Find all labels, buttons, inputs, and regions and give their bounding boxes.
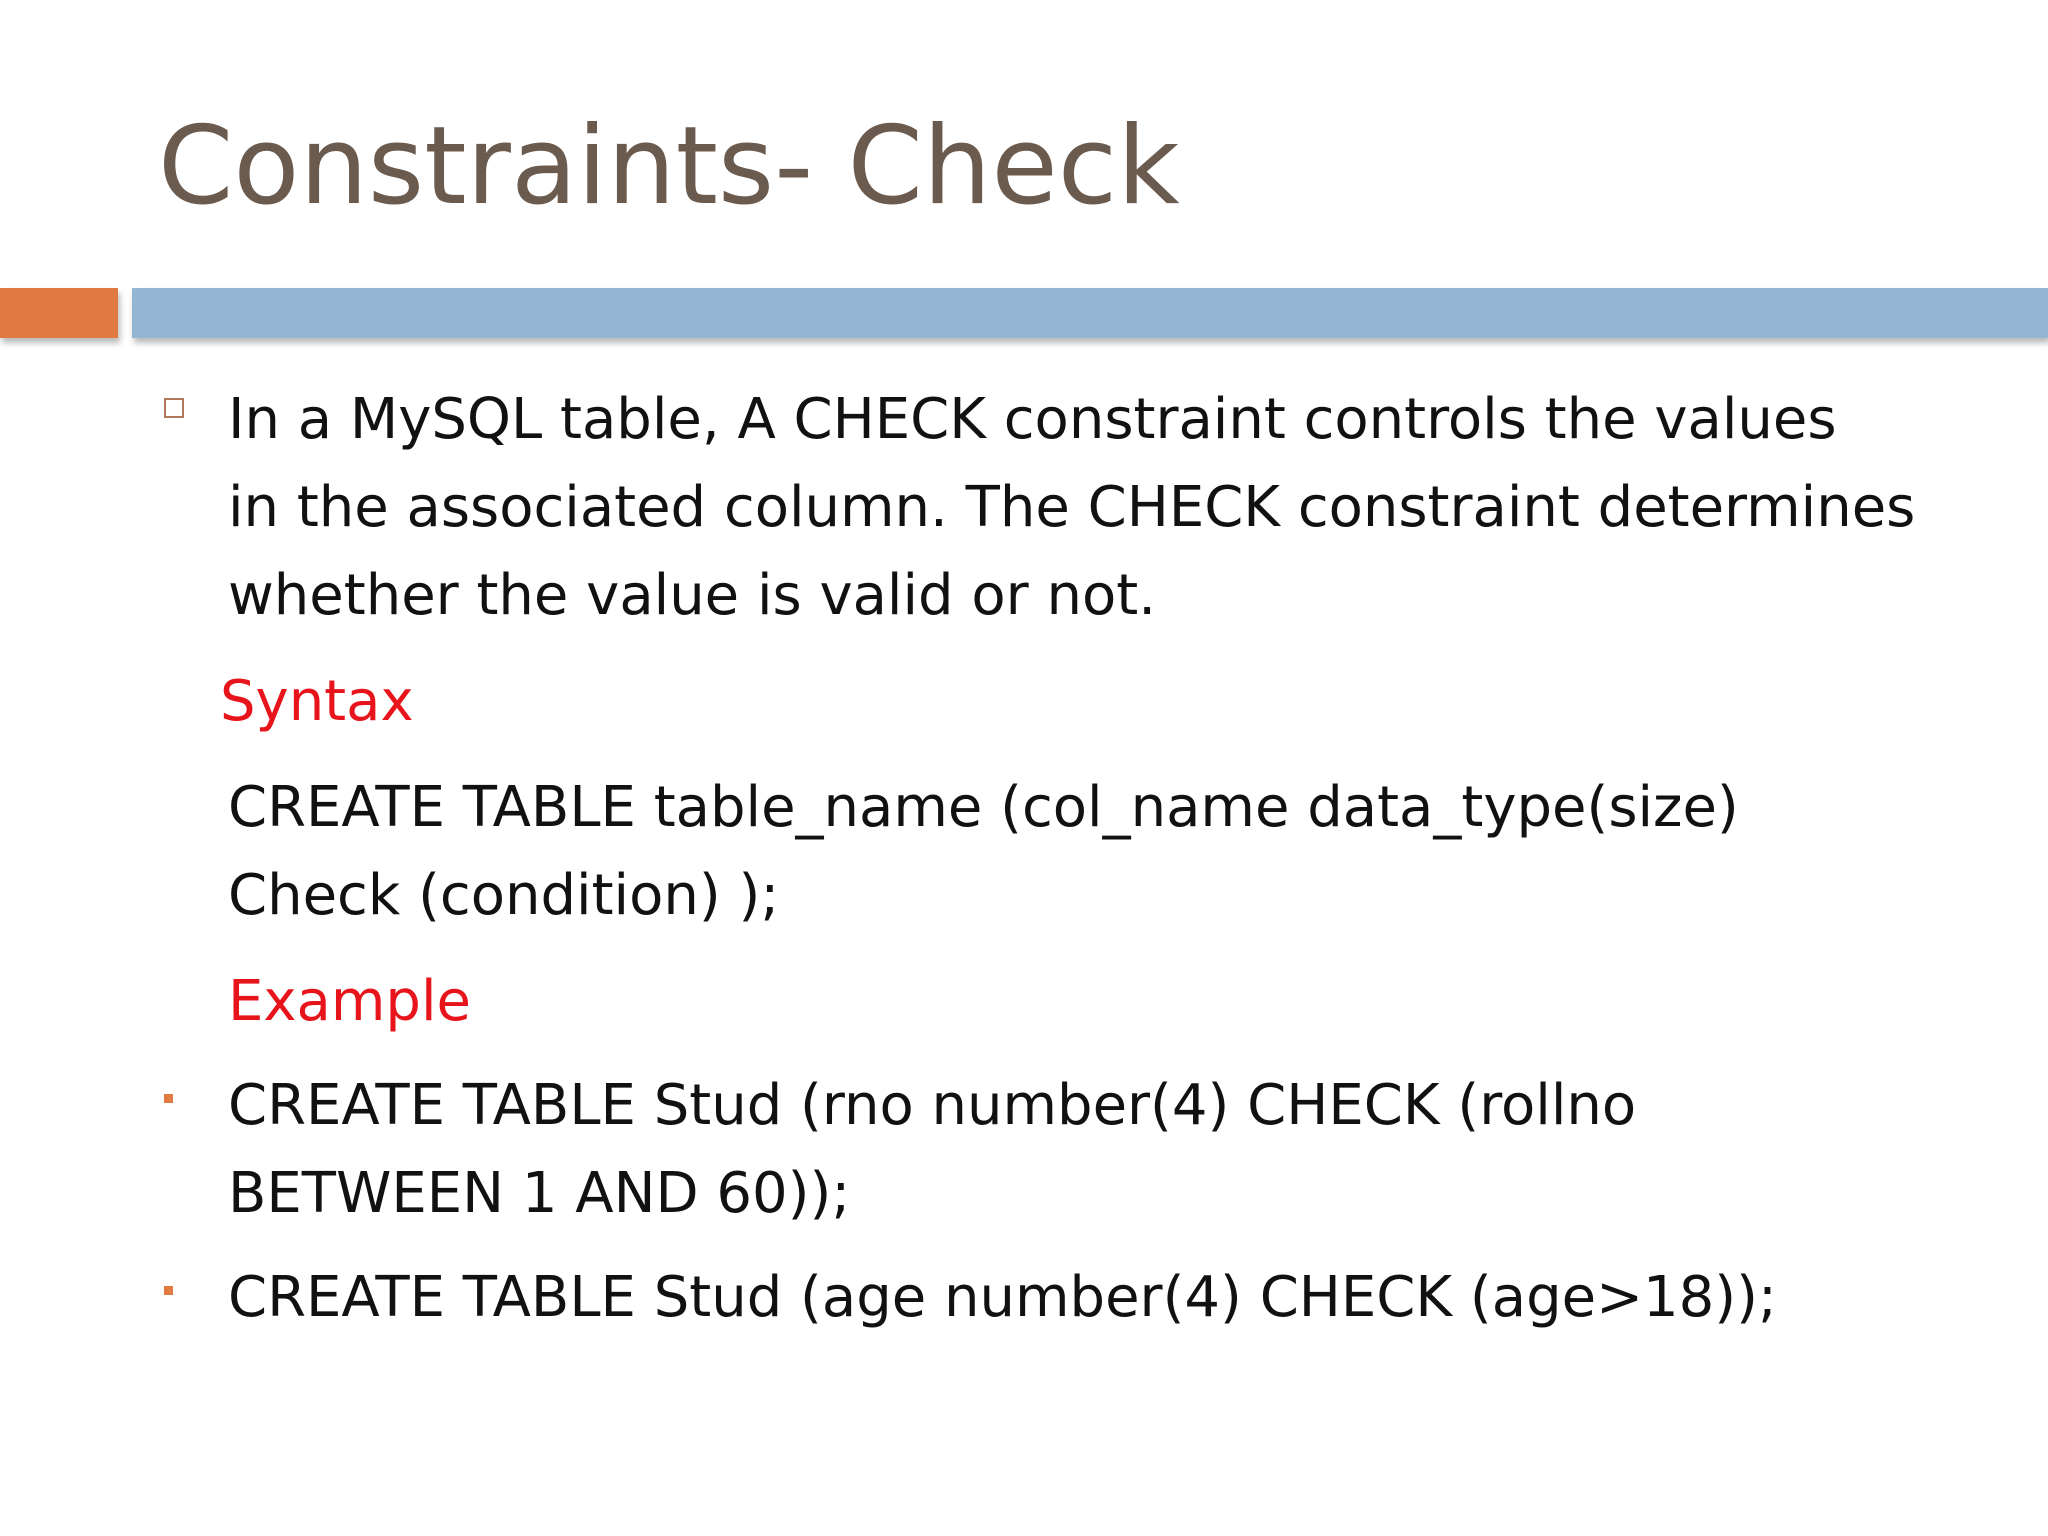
orange-square-bullet-icon bbox=[164, 1094, 173, 1103]
intro-line-2: in the associated column. The CHECK constraint determines bbox=[228, 475, 1916, 540]
title-accent-bar-blue bbox=[132, 288, 2048, 338]
slide-title: Constraints- Check bbox=[158, 104, 1180, 229]
hollow-square-bullet-icon bbox=[164, 398, 184, 418]
syntax-line-1: CREATE TABLE table_name (col_name data_type(size) bbox=[228, 775, 1739, 840]
example-label: Example bbox=[228, 969, 471, 1034]
example-1-line-2: BETWEEN 1 AND 60)); bbox=[228, 1161, 851, 1226]
intro-line-1: In a MySQL table, A CHECK constraint controls the values bbox=[228, 387, 1837, 452]
example-2-line-1: CREATE TABLE Stud (age number(4) CHECK (age>18)); bbox=[228, 1265, 1777, 1330]
orange-square-bullet-icon bbox=[164, 1286, 173, 1295]
example-1-line-1: CREATE TABLE Stud (rno number(4) CHECK (rollno bbox=[228, 1073, 1637, 1138]
syntax-label: Syntax bbox=[220, 669, 414, 734]
intro-line-3: whether the value is valid or not. bbox=[228, 563, 1156, 628]
title-accent-bar-orange bbox=[0, 288, 118, 338]
syntax-line-2: Check (condition) ); bbox=[228, 863, 780, 928]
